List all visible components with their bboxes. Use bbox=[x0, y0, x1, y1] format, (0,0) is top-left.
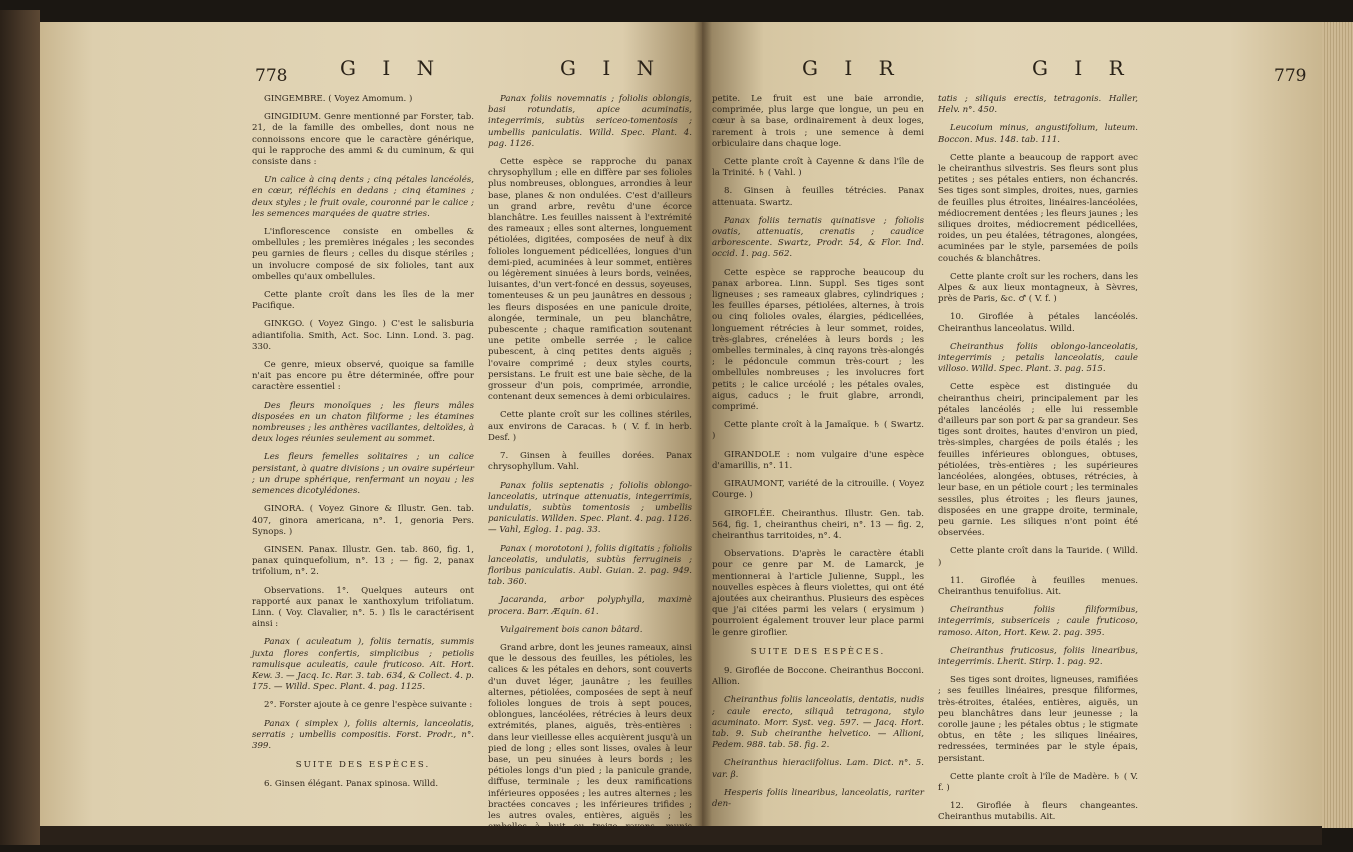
paragraph: GINSEN. Panax. Illustr. Gen. tab. 860, fig. 1, panax quinquefolium, n°. 13 ; — fig. 2, panax trifolium, n°. 2. bbox=[252, 544, 474, 578]
paragraph: Cette plante croît à la Jamaïque. ♄ ( Swartz. ) bbox=[712, 420, 924, 442]
paragraph: Cheiranthus fruticosus, foliis linearibus, integerrimis. Lherit. Stirp. 1. pag. 92. bbox=[938, 645, 1138, 667]
left-page-column-2 bbox=[488, 94, 692, 852]
page-number-right: 779 bbox=[1274, 66, 1307, 86]
paragraph: 7. Ginsen à feuilles dorées. Panax chrysophyllum. Vahl. bbox=[488, 451, 692, 473]
left-page bbox=[40, 22, 702, 828]
paragraph: Cette plante croît sur les rochers, dans les Alpes & aux lieux montagneux, à Sèvres, près de Paris, &c. ♂ ( V. f. ) bbox=[938, 271, 1138, 305]
paragraph: Un calice à cinq dents ; cinq pétales lancéolés, en cœur, réfléchis en dedans ; cinq étamines ; deux styles ; le fruit ovale, couronné par le calice ; les semences marquées de quatre stries. bbox=[252, 175, 474, 219]
book-bottom-edge bbox=[40, 826, 1322, 845]
running-header-left-col2: G I N bbox=[560, 56, 665, 80]
paragraph: Cheiranthus foliis filiformibus, integerrimis, subsericeis ; caule fruticoso, ramoso. Aiton, Hort. Kew. 2. pag. 395. bbox=[938, 605, 1138, 638]
paragraph: Cette plante a beaucoup de rapport avec le cheiranthus silvestris. Ses fleurs sont plus petites ; ses pétales entiers, non échancrés. Ses tiges sont simples, droites, nues, garnies de feuilles plus étroites, linéaires-lancéolées, médiocrement dentées ; les fleurs jaunes ; les siliques droites, médiocrement pédicellées, roides, un peu étalées, tétragones, alongées, acuminées par le style, parsemées de poils couchés & blanchâtres. bbox=[938, 152, 1138, 264]
paragraph: Panax ( aculeatum ), foliis ternatis, summis juxta flores confertis, simplicibus ; petiolis ramulisque aculeatis, caule fruticoso. Ait. Hort. Kew. 3. — Jacq. Ic. Rar. 3. tab. 634, & Collect. 4. p. 175. — Willd. Spec. Plant. 4. pag. 1125. bbox=[252, 637, 474, 693]
paragraph: GINORA. ( Voyez Ginore & Illustr. Gen. tab. 407, ginora americana, n°. 1, genoria Pers. Synops. ) bbox=[252, 504, 474, 537]
paragraph: Leucoium minus, angustifolium, luteum. Boccon. Mus. 148. tab. 111. bbox=[938, 123, 1138, 145]
paragraph: 11. Giroflée à feuilles menues. Cheiranthus tenuifolius. Ait. bbox=[938, 575, 1138, 597]
paragraph: Panax foliis ternatis quinatisve ; foliolis ovatis, attenuatis, crenatis ; caudice arborescente. Swartz, Prodr. 54, & Flor. Ind. occid. 1. pag. 562. bbox=[712, 215, 924, 260]
paragraph: Cette espèce est distinguée du cheiranthus cheiri, principalement par les pétales lancéolés ; elle lui ressemble d'ailleurs par son port & par sa grandeur. Ses tiges sont droites, hautes d'environ un pied, très-simples, chargées de poils étalés ; les feuilles inférieures oblongues, obtuses, pétiolées, très-entières ; les supérieures lancéolées, alongées, obtuses, rétrécies, à leur base, en un pétiole court ; les terminales sessiles, plus étroites ; les fleurs jaunes, disposées en une grappe droite, terminale, peu garnie. Les siliques n'ont point été observées. bbox=[938, 382, 1138, 539]
paragraph: tatis ; siliquis erectis, tetragonis. Haller, Helv. n°. 450. bbox=[938, 94, 1138, 116]
paragraph: Panax foliis novemnatis ; foliolis oblongis, basi rotundatis, apice acuminatis, integerrimis, subtùs sericeo-tomentosis ; umbellis paniculatis. Willd. Spec. Plant. 4. pag. 1126. bbox=[488, 94, 692, 149]
paragraph: Observations. 1°. Quelques auteurs ont rapporté aux panax le xanthoxylum trifoliatum. Linn. ( Voy. Clavalier, n°. 5. ) Ils le caractérisent ainsi : bbox=[252, 585, 474, 630]
paragraph: Panax foliis septenatis ; foliolis oblongo-lanceolatis, utrinque attenuatis, integerrimis, undulatis, subtùs tomentosis ; umbellis paniculatis. Willden. Spec. Plant. 4. pag. 1126. — Vahl, Eglog. 1. pag. 33. bbox=[488, 480, 692, 536]
paragraph: 2°. Forster ajoute à ce genre l'espèce suivante : bbox=[264, 700, 473, 711]
paragraph: Cette plante croît sur les collines stériles, aux environs de Caracas. ♄ ( V. f. in herb. Desf. ) bbox=[488, 410, 692, 443]
book-gutter bbox=[694, 22, 712, 828]
paragraph: Ce genre, mieux observé, quoique sa famille n'ait pas encore pu être déterminée, offre pour caractère essentiel : bbox=[252, 360, 474, 393]
paragraph: Cheiranthus foliis lanceolatis, dentatis, nudis ; caule erecto, siliquâ tetragona, stylo acuminato. Morr. Syst. veg. 597. — Jacq. Hort. tab. 9. Sub cheiranthe helvetico. — Allioni, Pedem. 988. tab. 58. fig. 2. bbox=[712, 695, 924, 751]
paragraph: 9. Giroflée de Boccone. Cheiranthus Bocconi. Allion. bbox=[712, 665, 924, 688]
paragraph: Panax ( simplex ), foliis alternis, lanceolatis, serratis ; umbellis compositis. Forst. Prodr., n°. 399. bbox=[252, 718, 474, 751]
section-heading: SUITE DES ESPÈCES. bbox=[295, 760, 431, 771]
paragraph: Cette plante croît dans les îles de la mer Pacifique. bbox=[252, 290, 474, 312]
paragraph: 8. Ginsen à feuilles tétrécies. Panax attenuata. Swartz. bbox=[712, 186, 924, 208]
page-number-left: 778 bbox=[255, 66, 288, 86]
paragraph: Des fleurs monoïques ; les fleurs mâles disposées en un chaton filiforme ; les étamines nombreuses ; les anthères vacillantes, deltoïdes, à deux loges réunies seulement au sommet. bbox=[252, 400, 474, 445]
page-edges bbox=[1322, 22, 1353, 828]
paragraph: GINKGO. ( Voyez Gingo. ) C'est le salisburia adiantifolia. Smith, Act. Soc. Linn. Lond. 3. pag. 330. bbox=[252, 319, 474, 352]
paragraph: Cheiranthus hieraciifolius. Lam. Dict. n°. 5. var. β. bbox=[712, 758, 924, 780]
paragraph: Hesperis foliis linearibus, lanceolatis, rariter den- bbox=[712, 787, 924, 809]
paragraph: Panax ( morototoni ), foliis digitatis ; foliolis lanceolatis, undulatis, subtùs ferrugineis ; floribus paniculatis. Aubl. Guian. 2. pag. 949. tab. 360. bbox=[488, 543, 692, 588]
paragraph: 12. Giroflée à fleurs changeantes. Cheiranthus mutabilis. Ait. bbox=[938, 801, 1138, 823]
paragraph: Observations. D'après le caractère établi pour ce genre par M. de Lamarck, je mentionnerai à l'article Julienne, Suppl., les nouvelles espèces à fleurs violettes, qui ont été ajoutées aux cheiranthus. Plusieurs des espèces que j'ai citées parmi les velars ( erysimum ) pourroient également trouver leur place parmi le genre giroflier. bbox=[712, 549, 924, 638]
paragraph: 6. Ginsen élégant. Panax spinosa. Willd. bbox=[264, 779, 439, 790]
paragraph: Ses tiges sont droites, ligneuses, ramifiées ; ses feuilles linéaires, presque filiformes, très-étroites, étalées, entières, aiguës, un peu blanchâtres dans leur jeunesse ; la corolle jaune ; les pétales obtus ; le stigmate obtus, en tête ; les siliques linéaires, redressées, terminées par le style épais, persistant. bbox=[938, 675, 1138, 764]
right-page-column-1 bbox=[712, 94, 924, 817]
paragraph: petite. Le fruit est une baie arrondie, comprimée, plus large que longue, un peu en cœur à sa base, ordinairement à deux loges, rarement à trois ; une semence à demi orbiculaire dans chaque loge. bbox=[712, 94, 924, 149]
paragraph: GIRANDOLE : nom vulgaire d'une espèce d'amarillis, n°. 11. bbox=[712, 449, 924, 471]
book-cover-edge bbox=[0, 10, 40, 845]
paragraph: Vulgairement bois canon bâtard. bbox=[500, 624, 643, 635]
paragraph: Cette plante croît à l'île de Madère. ♄ ( V. f. ) bbox=[938, 771, 1138, 793]
running-header-right-col2: G I R bbox=[1032, 56, 1134, 80]
right-page bbox=[702, 22, 1322, 828]
paragraph: Grand arbre, dont les jeunes rameaux, ainsi que le dessous des feuilles, les pétioles, les calices & les pétales en dehors, sont couverts d'un duvet léger, jaunâtre ; les feuilles alternes, pétiolées, composées de sept à neuf folioles longues de trois à sept pouces, oblongues, lancéolées, rétrécies à leurs deux extrémités, planes, aiguës, très-entières : dans leur vieillesse elles acquièrent jusqu'à un pied de long ; elles sont lisses, ovales à leur base, un peu sinuées à leurs bords ; les pétioles longs d'un pied ; la panicule grande, diffuse, terminale ; les deux ramifications inférieures opposées ; les autres alternes ; les bractées concaves ; les inférieures trifides ; les autres ovales, entières, aiguës ; les bbox=[488, 642, 692, 821]
paragraph: Cette plante croît à Cayenne & dans l'île de la Trinité. ♄ ( Vahl. ) bbox=[712, 157, 924, 179]
paragraph: Cette espèce se rapproche du panax chrysophyllum ; elle en diffère par ses folioles plus nombreuses, oblongues, arrondies à leur base, planes & non ondulées. C'est d'ailleurs un grand arbre, revêtu d'une écorce blanchâtre. Les feuilles naissent à l'extrémité des rameaux ; elles sont alternes, longuement pétiolées, digitées, composées de neuf à dix folioles longuement pédicellées, longues d'un demi-pied, acuminées à leur sommet, entières ou légèrement sinuées à leurs bords, veinées, luisantes, d'un vert-foncé en dessus, soyeuses, tomenteuses & un peu jaunâtres en dessous ; les fleurs disposées en une panicule droite, alongée, terminale, un peu blanchâtre, pubescente ; chaque ramification soutenant une petite ombelle serrée ; le calice pubescent, à cinq petites dents aiguës ; l'ovaire comprimé ; deux styles courts, persistans. Le fruit est une baie sèche, de la grosseur d'un pois, comprimée, arrondie, contenant deux semences à demi orbiculaires. bbox=[488, 157, 692, 403]
paragraph: GINGIDIUM. Genre mentionné par Forster, tab. 21, de la famille des ombelles, dont nous ne connoissons encore que le caractère générique, qui le rapproche des ammi & du cuminum, & qui consiste dans : bbox=[252, 112, 474, 168]
paragraph: GIRAUMONT, variété de la citrouille. ( Voyez Courge. ) bbox=[712, 479, 924, 501]
paragraph: Les fleurs femelles solitaires ; un calice persistant, à quatre divisions ; un ovaire supérieur ; un drupe sphérique, renfermant un noyau ; les semences dicotylédones. bbox=[252, 452, 474, 497]
paragraph: 10. Giroflée à pétales lancéolés. Cheiranthus lanceolatus. Willd. bbox=[938, 312, 1138, 334]
paragraph: Cheiranthus foliis oblongo-lanceolatis, integerrimis ; petalis lanceolatis, caule villoso. Willd. Spec. Plant. 3. pag. 515. bbox=[938, 341, 1138, 375]
paragraph: Cette espèce se rapproche beaucoup du panax arborea. Linn. Suppl. Ses tiges sont ligneuses ; ses rameaux glabres, cylindriques ; les feuilles éparses, pétiolées, alternes, à trois ou cinq folioles ovales, élargies, pédicellées, longuement rétrécies à leur sommet, roides, très-glabres, crénelées à leurs bords ; les ombelles terminales, à cinq rayons très-alongés ; le pédoncule commun très-court ; les ombellules nombreuses ; les involucres fort petits ; le calice urcéolé ; les pétales ovales, aigus, caducs ; le fruit glabre, arrondi, comprimé. bbox=[712, 267, 924, 413]
paragraph: Cette plante croît dans la Tauride. ( Willd. ) bbox=[938, 546, 1138, 568]
section-heading: SUITE DES ESPÈCES. bbox=[750, 646, 886, 657]
left-page-column-1 bbox=[252, 94, 474, 798]
right-page-column-2 bbox=[938, 94, 1302, 845]
running-header-right: G I R bbox=[802, 56, 904, 80]
running-header-left: G I N bbox=[340, 56, 445, 80]
paragraph: GINGEMBRE. ( Voyez Amomum. ) bbox=[264, 94, 413, 104]
paragraph: GIROFLÉE. Cheiranthus. Illustr. Gen. tab. 564, fig. 1, cheiranthus cheiri, n°. 13 — fig. 2, cheiranthus tarritoides, n°. 4. bbox=[712, 508, 924, 541]
paragraph: L'inflorescence consiste en ombelles & ombellules ; les premières inégales ; les secondes peu garnies de fleurs ; celles du disque stériles ; un involucre composé de six folioles, tant aux ombelles qu'aux ombellules. bbox=[252, 227, 474, 282]
paragraph: Jacaranda, arbor polyphylla, maximè procera. Barr. Æquin. 61. bbox=[488, 595, 692, 617]
